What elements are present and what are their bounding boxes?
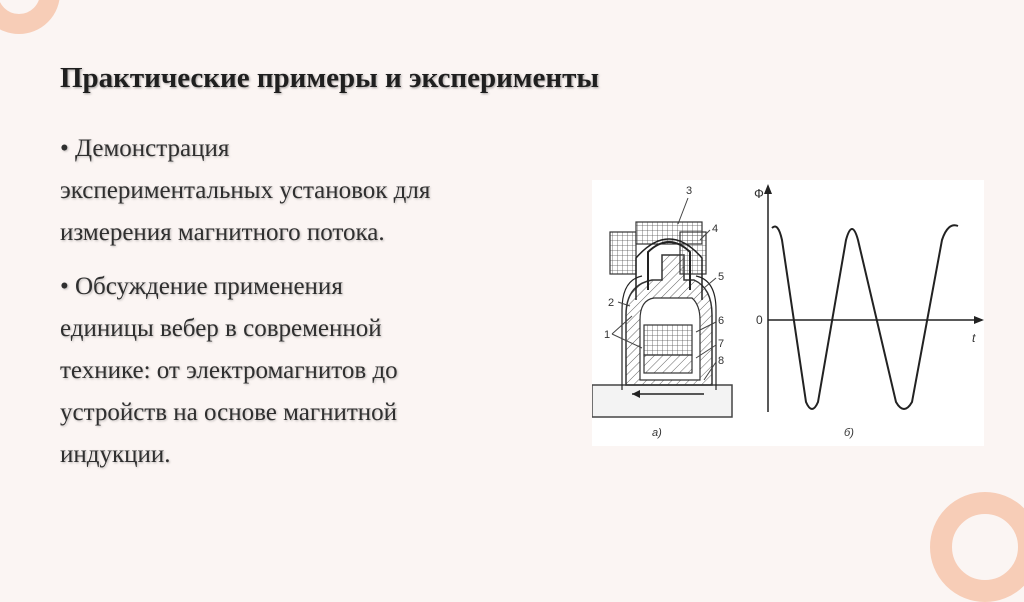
label-7: 7	[718, 338, 725, 350]
base-plate	[592, 385, 732, 417]
caption-a: а)	[652, 427, 662, 439]
caption-b: б)	[844, 427, 854, 439]
flux-curve	[772, 225, 958, 409]
label-2: 2	[608, 297, 615, 309]
y-axis-arrow	[764, 184, 772, 194]
lower-block	[644, 355, 692, 373]
experiment-diagram	[592, 180, 984, 446]
decorative-ring-bottom	[930, 492, 1024, 602]
origin-label: 0	[756, 313, 763, 327]
flux-graph-b	[754, 184, 984, 439]
experiment-figure	[592, 180, 984, 446]
bullet-item: • Демонстрация экспериментальных установок для измерения магнитного потока.	[60, 135, 431, 246]
x-axis-label: t	[972, 331, 976, 345]
bullet-list	[60, 128, 580, 488]
sample-block	[644, 325, 692, 355]
x-axis-arrow	[974, 316, 984, 324]
label-1: 1	[604, 329, 611, 341]
slide-title: Практические примеры и эксперименты	[60, 62, 600, 94]
label-3: 3	[686, 185, 693, 197]
label-8: 8	[718, 355, 725, 367]
decorative-ring-top	[0, 0, 60, 34]
y-axis-label: Ф	[754, 186, 764, 201]
coil-left	[610, 232, 636, 274]
label-5: 5	[718, 271, 725, 283]
setup-diagram-a	[592, 185, 732, 439]
label-4: 4	[712, 223, 719, 235]
bullet-item: • Обсуждение применения единицы вебер в современной технике: от электромагнитов до устройств на основе магнитной индукции.	[60, 273, 398, 468]
label-6: 6	[718, 315, 725, 327]
